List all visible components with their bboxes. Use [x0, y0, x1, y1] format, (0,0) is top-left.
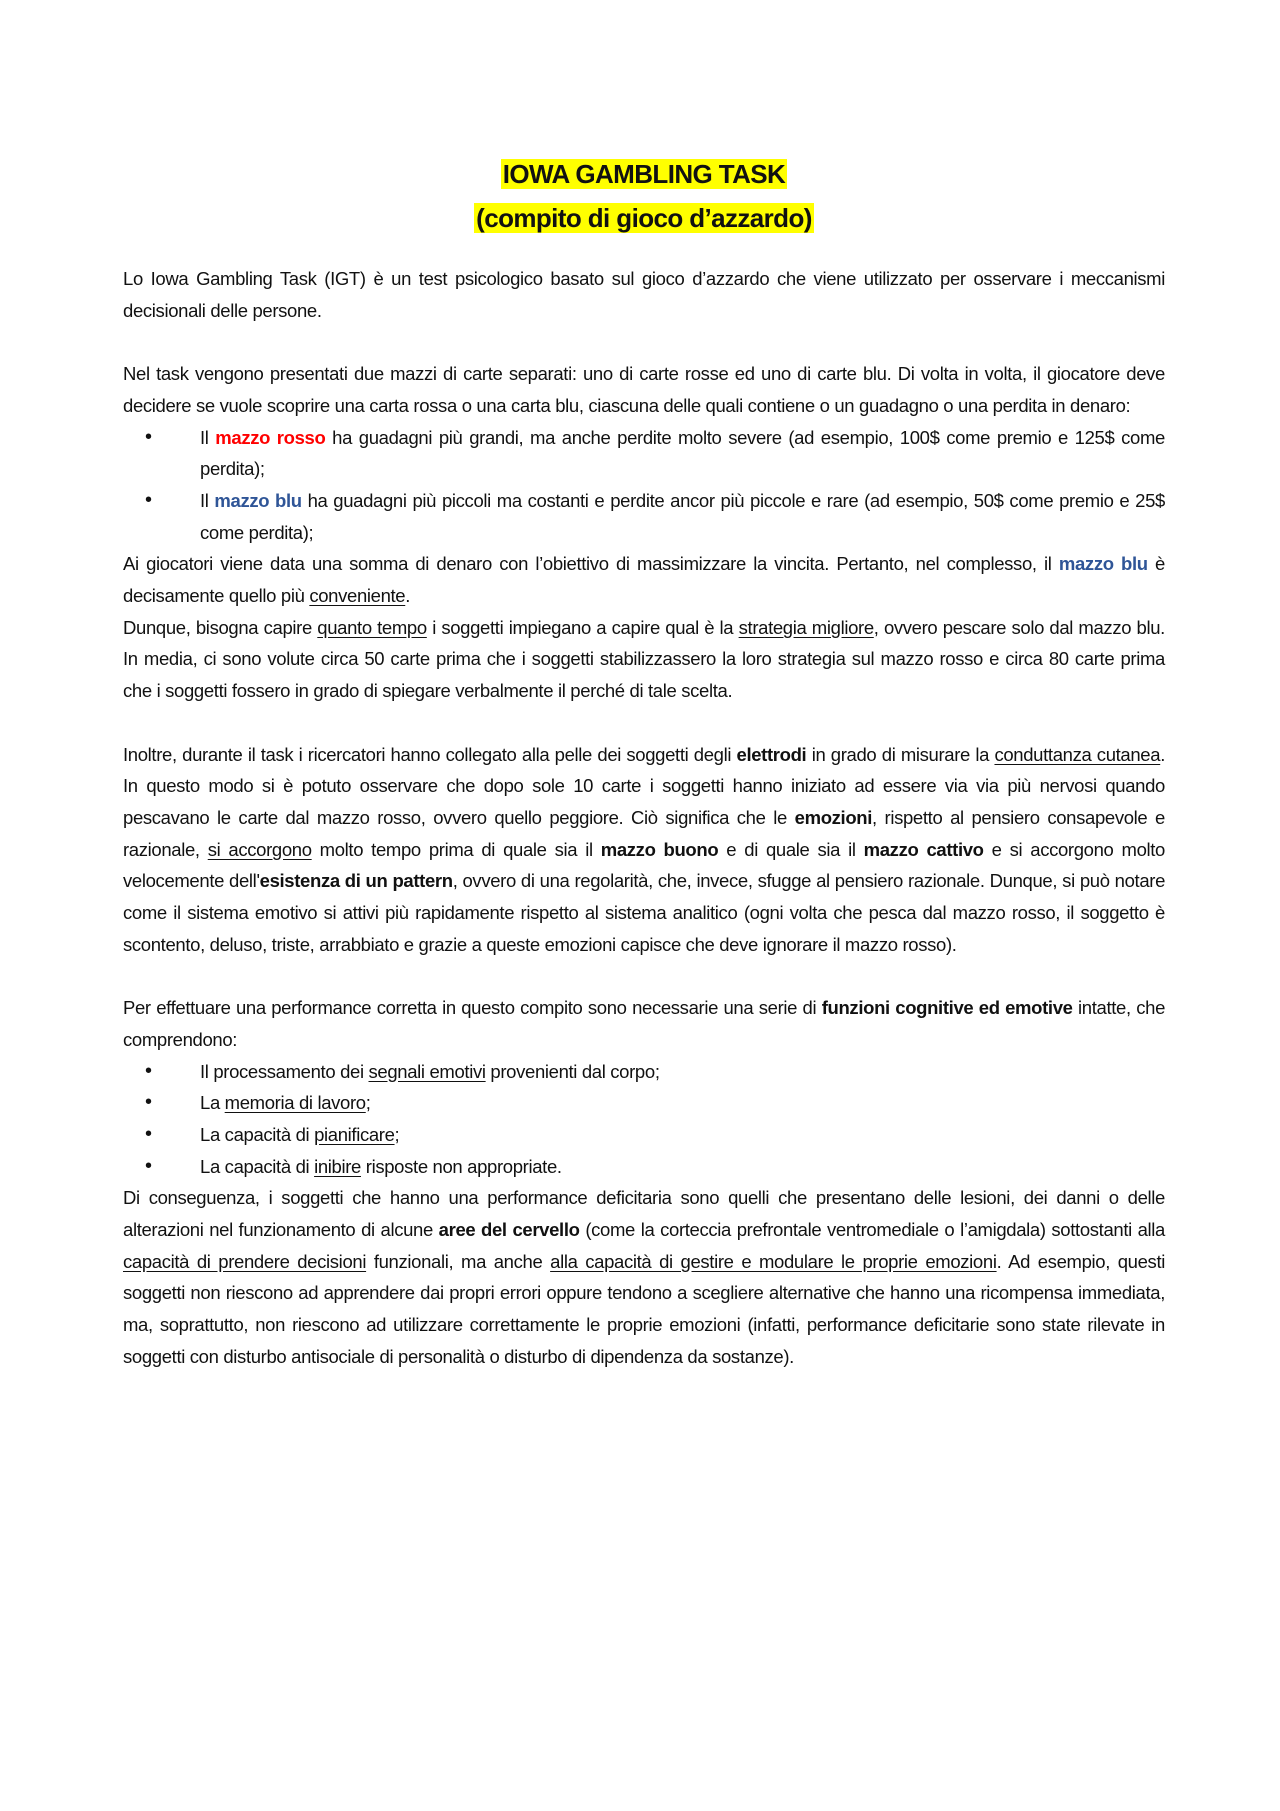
text-run: i soggetti impiegano a capire qual è la	[426, 616, 739, 638]
list-item	[200, 1151, 1165, 1183]
document-page	[123, 152, 1165, 1373]
title-line-1: IOWA GAMBLING TASK	[502, 159, 786, 189]
paragraph	[123, 739, 1165, 961]
text-run: ha guadagni più grandi, ma anche perdite molto severe (ad esempio, 100$ come premio e 125$ come perdita);	[200, 426, 1165, 480]
text-run: ;	[394, 1123, 400, 1145]
text-run: provenienti dal corpo;	[485, 1060, 660, 1082]
underlined-text: inibire	[314, 1155, 361, 1177]
text-run: ;	[365, 1092, 371, 1114]
document-title	[123, 152, 1165, 240]
bold-text: mazzo blu	[214, 489, 302, 511]
underlined-text: conduttanza cutanea	[994, 743, 1161, 765]
text-run: . Ad esempio, questi soggetti non riescono ad apprendere dai propri errori oppure tendono a scegliere alternative che hanno una ricompensa immediata, ma, soprattutto, non riescono ad utilizzare correttamente le proprie emozioni (infatti, performance deficitarie sono state rilevate in soggetti con disturbo antisociale di personalità o disturbo di dipendenza da sostanze).	[123, 1250, 1165, 1367]
bold-text: mazzo blu	[1058, 553, 1148, 575]
text-run: La capacità di	[200, 1155, 315, 1177]
title-line-2: (compito di gioco d’azzardo)	[476, 203, 812, 233]
list-item	[200, 422, 1165, 485]
underlined-text: conveniente	[309, 585, 406, 607]
text-run: Per effettuare una performance corretta in questo compito sono necessarie una serie di	[123, 997, 822, 1019]
bold-text: esistenza di un pattern	[259, 870, 453, 892]
list-item	[200, 1119, 1165, 1151]
underlined-text: pianificare	[314, 1123, 395, 1145]
text-run: Inoltre, durante il task i ricercatori hanno collegato alla pelle dei soggetti degli	[123, 743, 737, 765]
text-run: . In questo modo si è potuto osservare che dopo sole 10 carte i soggetti hanno iniziato ad essere via via più nervosi quando pescavano le carte dal mazzo rosso, ovvero quello peggiore. Ciò significa che le	[123, 743, 1165, 828]
text-run: molto tempo prima di quale sia il	[311, 838, 601, 860]
bold-text: mazzo rosso	[215, 426, 326, 448]
text-run: (come la corteccia prefrontale ventromediale o l’amigdala) sottostanti alla	[579, 1219, 1165, 1241]
text-run: La	[200, 1092, 225, 1114]
paragraph-spacer	[123, 960, 1165, 992]
paragraph-spacer	[123, 707, 1165, 739]
document-body	[123, 263, 1165, 1373]
underlined-text: quanto tempo	[317, 616, 427, 638]
text-run: e si accorgono molto velocemente dell'	[123, 838, 1165, 892]
text-run: Nel task vengono presentati due mazzi di carte separati: uno di carte rosse ed uno di carte blu. Di volta in volta, il giocatore deve decidere se vuole scoprire una carta rossa o una carta blu, ciascuna delle quali contiene o un guadagno o una perdita in denaro:	[123, 363, 1165, 416]
text-run: La capacità di	[200, 1123, 315, 1145]
text-run: Il	[200, 426, 216, 448]
bold-text: elettrodi	[736, 743, 807, 765]
text-run: , rispetto al pensiero consapevole e razionale,	[123, 806, 1165, 860]
text-run: in grado di misurare la	[806, 743, 995, 765]
text-run: Ai giocatori viene data una somma di denaro con l’obiettivo di massimizzare la vincita. Pertanto, nel complesso, il	[123, 553, 1059, 575]
bold-text: funzioni cognitive ed emotive	[821, 997, 1073, 1019]
text-run: è decisamente quello più	[123, 553, 1165, 607]
text-run: .	[405, 585, 411, 607]
paragraph	[123, 358, 1165, 421]
underlined-text: capacità di prendere decisioni	[123, 1250, 367, 1272]
paragraph	[123, 548, 1165, 611]
paragraph	[123, 992, 1165, 1055]
text-run: Il	[200, 489, 215, 511]
text-run: Di conseguenza, i soggetti che hanno una performance deficitaria sono quelli che presentano delle lesioni, dei danni o delle alterazioni nel funzionamento di alcune	[123, 1187, 1165, 1241]
list-item	[200, 1056, 1165, 1088]
list-item	[200, 1087, 1165, 1119]
paragraph	[123, 1182, 1165, 1372]
bold-text: aree del cervello	[438, 1219, 580, 1241]
paragraph	[123, 612, 1165, 707]
underlined-text: si accorgono	[207, 838, 312, 860]
text-run: ha guadagni più piccoli ma costanti e perdite ancor più piccole e rare (ad esempio, 50$ come premio e 25$ come perdita);	[200, 489, 1165, 543]
text-run: funzionali, ma anche	[366, 1250, 551, 1272]
text-run: intatte, che comprendono:	[123, 997, 1166, 1050]
bold-text: mazzo buono	[600, 838, 719, 860]
paragraph	[123, 263, 1165, 326]
text-run: risposte non appropriate.	[360, 1155, 562, 1177]
text-run: Lo Iowa Gambling Task (IGT) è un test psicologico basato sul gioco d’azzardo che viene utilizzato per osservare i meccanismi decisionali delle persone.	[123, 268, 1165, 321]
underlined-text: segnali emotivi	[368, 1060, 486, 1082]
text-run: Dunque, bisogna capire	[123, 616, 318, 638]
paragraph-spacer	[123, 326, 1165, 358]
bold-text: mazzo cattivo	[863, 838, 984, 860]
text-run: e di quale sia il	[718, 838, 864, 860]
underlined-text: strategia migliore	[738, 616, 874, 638]
list-item	[200, 485, 1165, 548]
text-run: , ovvero pescare solo dal mazzo blu. In media, ci sono volute circa 50 carte prima che i soggetti stabilizzassero la loro strategia sul mazzo rosso e circa 80 carte prima che i soggetti fossero in grado di spiegare verbalmente il perché di tale scelta.	[123, 616, 1165, 702]
bullet-list	[123, 1056, 1165, 1183]
bold-text: emozioni	[794, 806, 873, 828]
underlined-text: alla capacità di gestire e modulare le proprie emozioni	[550, 1250, 997, 1272]
text-run: , ovvero di una regolarità, che, invece, sfugge al pensiero razionale. Dunque, si può notare come il sistema emotivo si attivi più rapidamente rispetto al sistema analitico (ogni volta che pesca dal mazzo rosso, il soggetto è scontento, deluso, triste, arrabbiato e grazie a queste emozioni capisce che deve ignorare il mazzo rosso).	[123, 870, 1166, 955]
bullet-list	[123, 422, 1165, 549]
text-run: Il processamento dei	[200, 1060, 369, 1082]
underlined-text: memoria di lavoro	[224, 1092, 366, 1114]
